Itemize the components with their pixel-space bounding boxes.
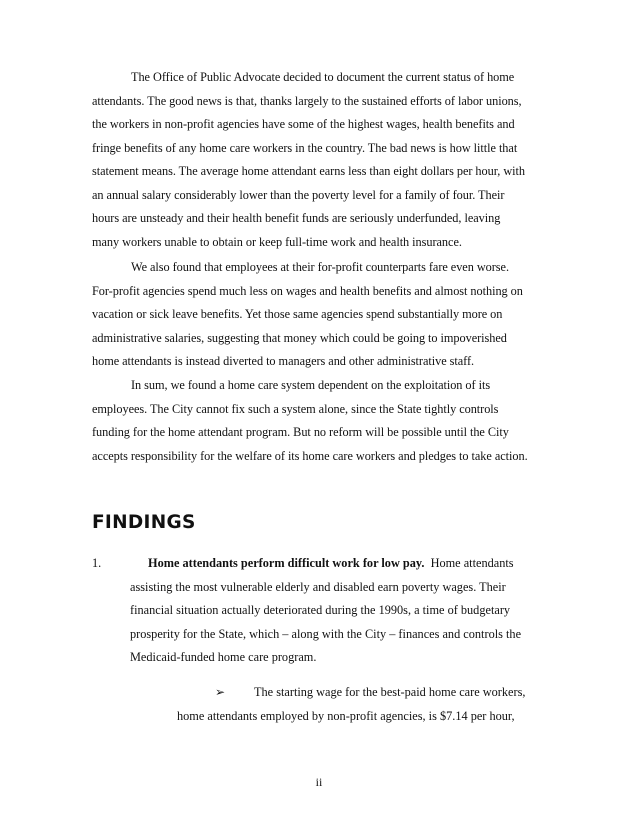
paragraph-line: statement means. The average home attendant earns less than eight dollars per hour, with (92, 164, 525, 178)
finding-line: prosperity for the State, which – along with the City – finances and controls the (130, 626, 522, 641)
page-number: ii (315, 775, 323, 789)
finding-bold-lead: Home attendants perform difficult work for low pay. (148, 556, 425, 570)
paragraph-1 (92, 66, 547, 254)
finding-first-line (148, 552, 514, 576)
paragraph-line: attendants. The good news is that, thanks largely to the sustained efforts of labor unions, (92, 93, 522, 108)
paragraph-line: accepts responsibility for the welfare of its home care workers and pledges to take action. (92, 448, 528, 463)
paragraph-line: many workers unable to obtain or keep full-time work and health insurance. (92, 234, 462, 249)
finding-lead-rest: Home attendants (424, 556, 514, 570)
paragraph-line: administrative salaries, suggesting that money which could be going to impoverished (92, 330, 507, 345)
paragraph-line: employees. The City cannot fix such a system alone, since the State tightly controls (92, 401, 499, 416)
finding-line: financial situation actually deteriorated during the 1990s, a time of budgetary (130, 603, 511, 617)
findings-heading: FINDINGS (92, 512, 196, 533)
paragraph-line: We also found that employees at their for-profit counterparts fare even worse. (131, 260, 509, 274)
paragraph-line: hours are unsteady and their health benefit funds are seriously underfunded, leaving (92, 211, 501, 225)
arrow-bullet-icon: ➢ (215, 685, 226, 699)
finding-line: Medicaid-funded home care program. (130, 650, 317, 664)
finding-number: 1. (92, 556, 102, 570)
paragraph-line: fringe benefits of any home care workers in the country. The bad news is how little that (92, 140, 518, 155)
finding-line: assisting the most vulnerable elderly and disabled earn poverty wages. Their (130, 579, 506, 594)
paragraph-line: For-profit agencies spend much less on wages and health benefits and almost nothing on (92, 283, 523, 298)
paragraph-2 (92, 256, 547, 374)
paragraph-line: an annual salary considerably lower than the poverty level for a family of four. Their (92, 187, 505, 202)
finding-body (130, 576, 521, 670)
paragraph-line: In sum, we found a home care system dependent on the exploitation of its (131, 378, 491, 392)
paragraph-line: vacation or sick leave benefits. Yet those same agencies spend substantially more on (92, 307, 503, 321)
bullet-line: The starting wage for the best-paid home care workers, (254, 685, 526, 699)
paragraph-line: home attendants is instead diverted to managers and other administrative staff. (92, 354, 475, 368)
paragraph-line: funding for the home attendant program. But no reform will be possible until the City (92, 425, 509, 439)
paragraph-line: The Office of Public Advocate decided to document the current status of home (131, 70, 515, 84)
bullet-line: home attendants employed by non-profit agencies, is $7.14 per hour, (177, 708, 515, 723)
paragraph-line: the workers in non-profit agencies have some of the highest wages, health benefits and (92, 117, 515, 131)
paragraph-3 (92, 374, 547, 468)
